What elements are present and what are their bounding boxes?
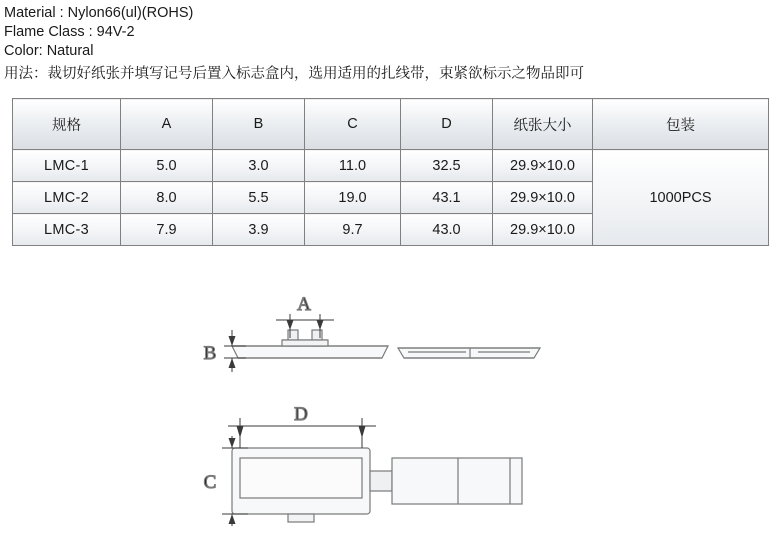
cell-model: LMC-3 [13,214,121,246]
dimension-label-d: D [294,404,308,425]
dimension-label-a: A [297,294,311,315]
column-header-b: B [213,99,305,150]
cell-packaging: 1000PCS [593,150,769,246]
cell-paper-size: 29.9×10.0 [493,214,593,246]
table-header-row [13,99,769,150]
cell-d: 43.0 [401,214,493,246]
column-header-model: 规格 [13,99,121,150]
cell-d: 32.5 [401,150,493,182]
cell-model: LMC-1 [13,150,121,182]
cell-a: 8.0 [121,182,213,214]
column-header-d: D [401,99,493,150]
color-line: Color: Natural [4,43,94,59]
column-header-c: C [305,99,401,150]
cell-b: 3.0 [213,150,305,182]
dimension-label-c: C [203,472,217,493]
flame-class-line: Flame Class : 94V-2 [4,24,135,40]
specification-table [12,98,769,246]
cell-paper-size: 29.9×10.0 [493,150,593,182]
cell-b: 5.5 [213,182,305,214]
material-line: Material : Nylon66(ul)(ROHS) [4,5,194,21]
cell-b: 3.9 [213,214,305,246]
cell-a: 7.9 [121,214,213,246]
bottom-view-group [232,448,522,522]
cell-c: 19.0 [305,182,401,214]
table-row [13,150,769,182]
technical-drawing [0,268,780,533]
usage-instruction-line: 用法：裁切好纸张并填写记号后置入标志盒内，选用适用的扎线带，束紧欲标示之物品即可 [4,66,584,82]
column-header-a: A [121,99,213,150]
drawing-svg [0,268,780,533]
cell-c: 11.0 [305,150,401,182]
cell-a: 5.0 [121,150,213,182]
cell-paper-size: 29.9×10.0 [493,182,593,214]
column-header-paper-size: 纸张大小 [493,99,593,150]
cell-d: 43.1 [401,182,493,214]
cell-model: LMC-2 [13,182,121,214]
material-spec-block [0,0,780,61]
top-view-group [232,330,540,358]
column-header-packaging: 包装 [593,99,769,150]
dimension-label-b: B [203,343,217,364]
dimension-a [276,314,334,338]
cell-c: 9.7 [305,214,401,246]
